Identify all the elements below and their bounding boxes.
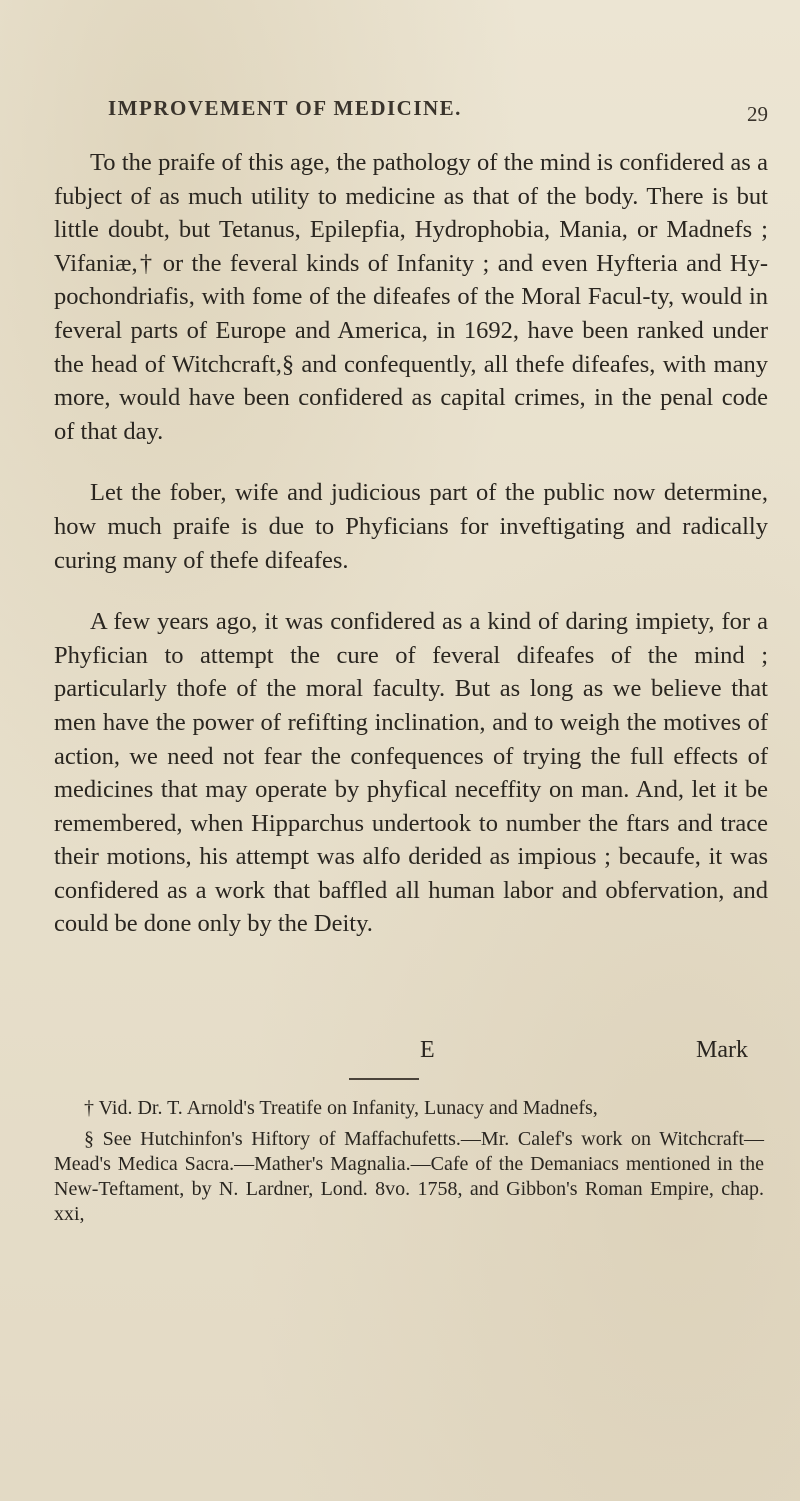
running-head: IMPROVEMENT OF MEDICINE. — [108, 96, 462, 120]
footnote-section: § See Hutchinfon's Hiftory of Maffachufetts.—Mr. Calef's work on Witchcraft—Mead's Medica Sacra.—Mather's Magnalia.—Cafe of the Demaniacs mentioned in the New-Teftament, by N. Lardner, Lond. 8vo. 1758, and Gibbon's Roman Empire, chap. xxi, — [54, 1128, 764, 1225]
footnotes — [54, 1096, 764, 1233]
catchword-line — [54, 1037, 768, 1073]
paragraph-3: A few years ago, it was confidered as a kind of daring impiety, for a Phyfician to attempt the cure of feveral difeafes of the mind ; particularly thofe of the moral faculty. But as long as we believe that men have the power of refifting inclination, and to weigh the motives of action, we need not fear the confequences of trying the full effects of medicines that may operate by phyfical neceffity on man. And, let it be remembered, when Hipparchus undertook to number the ftars and trace their motions, his attempt was alfo derided as impious ; becaufe, it was confidered as a work that baffled all human labor and obfervation, and could be done only by the Deity. — [54, 608, 768, 938]
page-header — [108, 96, 768, 136]
paragraph-1: To the praife of this age, the pathology of the mind is confidered as a fubject of as much utility to medicine as that of the body. There is but little doubt, but Tetanus, Epilepfia, Hydrophobia, Mania, or Madnefs ; Vifaniæ,† or the feveral kinds of Infanity ; and even Hyfteria and Hy-pochondriafis, with fome of the difeafes of the Moral Facul-ty, would in feveral parts of Europe and America, in 1692, have been ranked under the head of Witchcraft,§ and confequently, all thefe difeafes, with many more, would have been confidered as capital crimes, in the penal code of that day. — [54, 149, 768, 445]
paragraph-2: Let the fober, wife and judicious part of the public now determine, how much praife is due to Phyficians for inveftigating and radically curing many of thefe difeafes. — [54, 479, 768, 574]
footnote-rule — [349, 1078, 419, 1080]
body-text — [54, 146, 768, 969]
page-number: 29 — [747, 102, 768, 126]
footnote-dagger: † Vid. Dr. T. Arnold's Treatife on Infanity, Lunacy and Madnefs, — [84, 1097, 598, 1119]
signature-mark: E — [420, 1037, 435, 1063]
catchword: Mark — [696, 1037, 748, 1063]
